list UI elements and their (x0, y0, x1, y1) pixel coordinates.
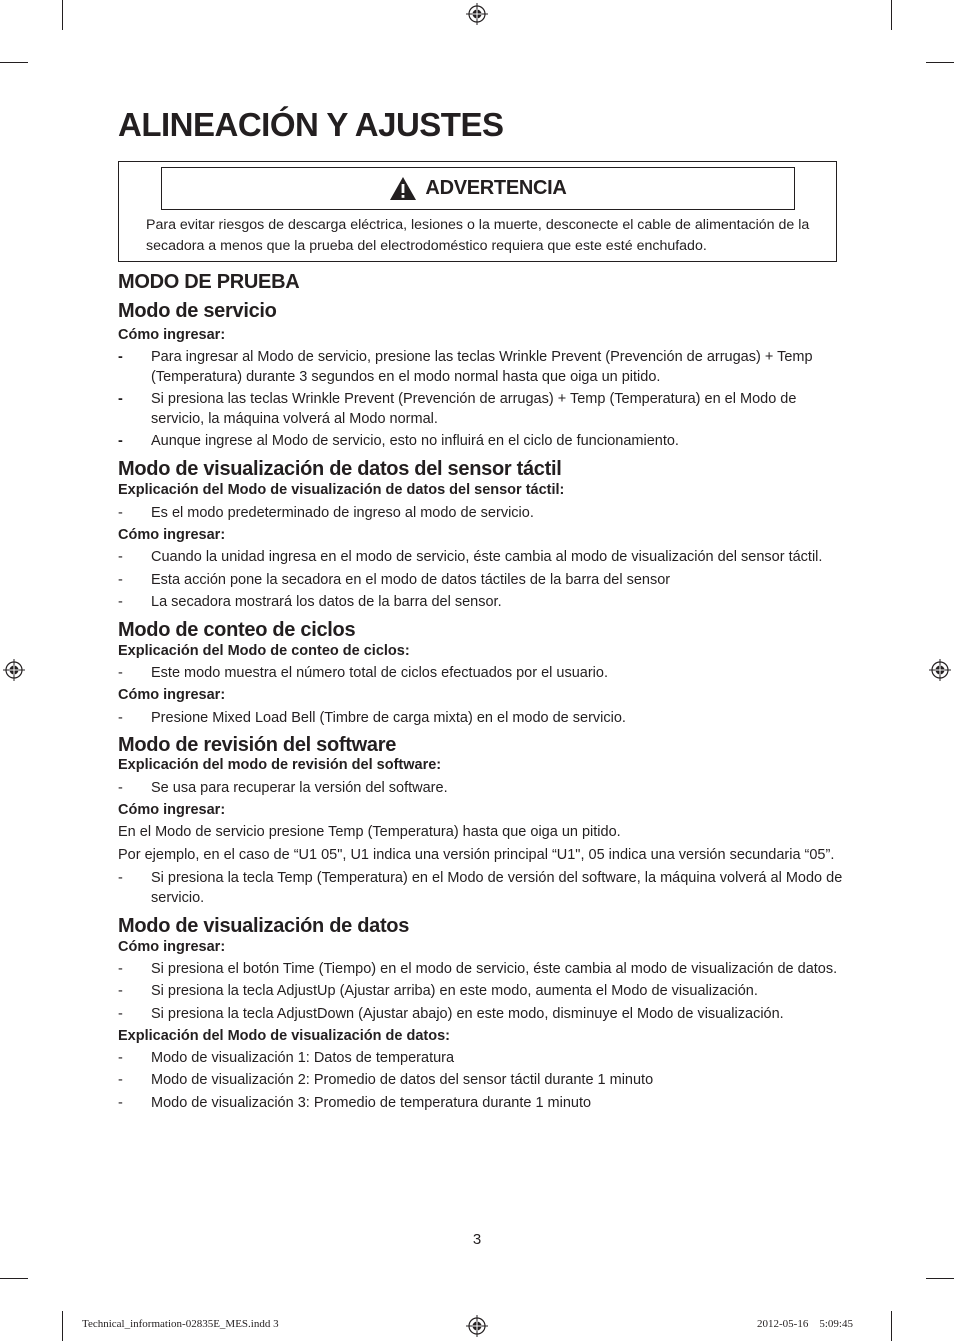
bullet-dash: - (118, 391, 123, 407)
list-item-text: Aunque ingrese al Modo de servicio, esto no influirá en el ciclo de funcionamiento. (151, 433, 679, 449)
registration-mark-icon (929, 659, 951, 681)
explanation-label: Explicación del Modo de visualización de datos: (118, 1028, 450, 1044)
list-item-text: Es el modo predeterminado de ingreso al modo de servicio. (151, 505, 534, 521)
list-item-text: Si presiona la tecla Temp (Temperatura) en el Modo de versión del software, la máquina volverá al Modo de servicio. (151, 870, 843, 906)
list-item-text: Modo de visualización 3: Promedio de temperatura durante 1 minuto (151, 1095, 592, 1111)
list-item (118, 708, 843, 728)
how-to-label: Cómo ingresar: (118, 327, 226, 343)
bullet-dash: - (118, 1050, 123, 1066)
bullet-dash: - (118, 665, 123, 681)
list-item (118, 778, 843, 798)
explanation-label: Explicación del Modo de visualización de datos del sensor táctil: (118, 482, 565, 498)
bullet-dash: - (118, 505, 123, 521)
list-item (118, 592, 843, 612)
list-item-text: Si presiona las teclas Wrinkle Prevent (Prevención de arrugas) + Temp (Temperatura) en el Modo de servicio, la máquina volverá al Modo normal. (151, 391, 797, 427)
crop-mark (891, 0, 892, 30)
subsection-heading: Modo de revisión del software (118, 734, 397, 756)
cycle-count-explanation-list (118, 663, 843, 683)
how-to-label: Cómo ingresar: (118, 687, 226, 703)
registration-mark-icon (466, 3, 488, 25)
subsection-heading: Modo de visualización de datos (118, 915, 410, 937)
page-number: 3 (472, 1231, 482, 1248)
list-item-text: Si presiona la tecla AdjustDown (Ajustar abajo) en este modo, disminuye el Modo de visualización. (151, 1006, 784, 1022)
list-item (118, 347, 843, 387)
bullet-dash: - (118, 961, 123, 977)
list-item-text: Presione Mixed Load Bell (Timbre de carga mixta) en el modo de servicio. (151, 710, 626, 726)
list-item-text: Modo de visualización 1: Datos de temperatura (151, 1050, 455, 1066)
bullet-dash: - (118, 594, 123, 610)
bullet-dash: - (118, 1006, 123, 1022)
bullet-dash: - (118, 1095, 123, 1111)
bullet-dash: - (118, 349, 123, 365)
warning-text: Para evitar riesgos de descarga eléctrica, lesiones o la muerte, desconecte el cable de alimentación de la secadora a menos que la prueba del electrodoméstico requiera que este esté enchufado. (146, 217, 810, 254)
list-item (118, 1048, 843, 1068)
crop-mark (62, 1311, 63, 1341)
list-item-text: Este modo muestra el número total de ciclos efectuados por el usuario. (151, 665, 608, 681)
warning-heading: ADVERTENCIA (425, 177, 567, 199)
explanation-label: Explicación del Modo de conteo de ciclos: (118, 643, 410, 659)
data-display-how-list (118, 959, 843, 1024)
list-item-text: Si presiona el botón Time (Tiempo) en el modo de servicio, éste cambia al modo de visualización de datos. (151, 961, 838, 977)
warning-triangle-icon (389, 176, 417, 201)
footer-timestamp: 2012-05-16 5:09:45 (757, 1318, 853, 1330)
subsection-heading: Modo de conteo de ciclos (118, 619, 356, 641)
list-item (118, 503, 843, 523)
section-heading: MODO DE PRUEBA (118, 271, 300, 293)
touch-sensor-how-list (118, 547, 843, 612)
list-item-text: Para ingresar al Modo de servicio, presione las teclas Wrinkle Prevent (Prevención de arrugas) + Temp (Temperatura) durante 3 segundos en el modo normal hasta que oiga un pitido. (151, 349, 813, 385)
data-display-explanation-list (118, 1048, 843, 1113)
service-mode-list (118, 347, 843, 451)
crop-mark (926, 62, 954, 63)
how-to-label: Cómo ingresar: (118, 939, 226, 955)
crop-mark (62, 0, 63, 30)
how-to-label: Cómo ingresar: (118, 802, 226, 818)
list-item (118, 663, 843, 683)
list-item (118, 959, 843, 979)
list-item-text: Cuando la unidad ingresa en el modo de servicio, éste cambia al modo de visualización del sensor táctil. (151, 549, 823, 565)
crop-mark (0, 62, 28, 63)
warning-box (118, 161, 837, 262)
list-item (118, 981, 843, 1001)
bullet-dash: - (118, 870, 123, 886)
bullet-dash: - (118, 710, 123, 726)
subsection-heading: Modo de visualización de datos del sensor táctil (118, 458, 562, 480)
footer-file-name: Technical_information-02835E_MES.indd 3 (82, 1318, 279, 1330)
list-item-text: Esta acción pone la secadora en el modo de datos táctiles de la barra del sensor (151, 572, 671, 588)
software-list (118, 868, 843, 908)
bullet-dash: - (118, 780, 123, 796)
warning-header (161, 167, 795, 210)
list-item (118, 431, 843, 451)
page-title: ALINEACIÓN Y AJUSTES (118, 106, 504, 143)
main-content (118, 272, 843, 1113)
paragraph: En el Modo de servicio presione Temp (Temperatura) hasta que oiga un pitido. (118, 824, 621, 840)
registration-mark-icon (3, 659, 25, 681)
list-item (118, 868, 843, 908)
list-item (118, 570, 843, 590)
subsection-heading: Modo de servicio (118, 300, 277, 322)
list-item-text: Modo de visualización 2: Promedio de datos del sensor táctil durante 1 minuto (151, 1072, 654, 1088)
crop-mark (891, 1311, 892, 1341)
registration-mark-icon (466, 1315, 488, 1337)
list-item (118, 1004, 843, 1024)
cycle-count-how-list (118, 708, 843, 728)
bullet-dash: - (118, 572, 123, 588)
bullet-dash: - (118, 1072, 123, 1088)
list-item (118, 389, 843, 429)
list-item-text: Si presiona la tecla AdjustUp (Ajustar arriba) en este modo, aumenta el Modo de visualización. (151, 983, 758, 999)
list-item-text: La secadora mostrará los datos de la barra del sensor. (151, 594, 502, 610)
explanation-label: Explicación del modo de revisión del software: (118, 757, 442, 773)
how-to-label: Cómo ingresar: (118, 527, 226, 543)
list-item (118, 1070, 843, 1090)
list-item-text: Se usa para recuperar la versión del software. (151, 780, 448, 796)
paragraph: Por ejemplo, en el caso de “U1 05", U1 indica una versión principal “U1", 05 indica una versión secundaria “05”. (118, 847, 835, 863)
touch-sensor-explanation-list (118, 503, 843, 523)
bullet-dash: - (118, 433, 123, 449)
bullet-dash: - (118, 983, 123, 999)
crop-mark (926, 1278, 954, 1279)
list-item (118, 547, 843, 567)
bullet-dash: - (118, 549, 123, 565)
crop-mark (0, 1278, 28, 1279)
software-explanation-list (118, 778, 843, 798)
list-item (118, 1093, 843, 1113)
